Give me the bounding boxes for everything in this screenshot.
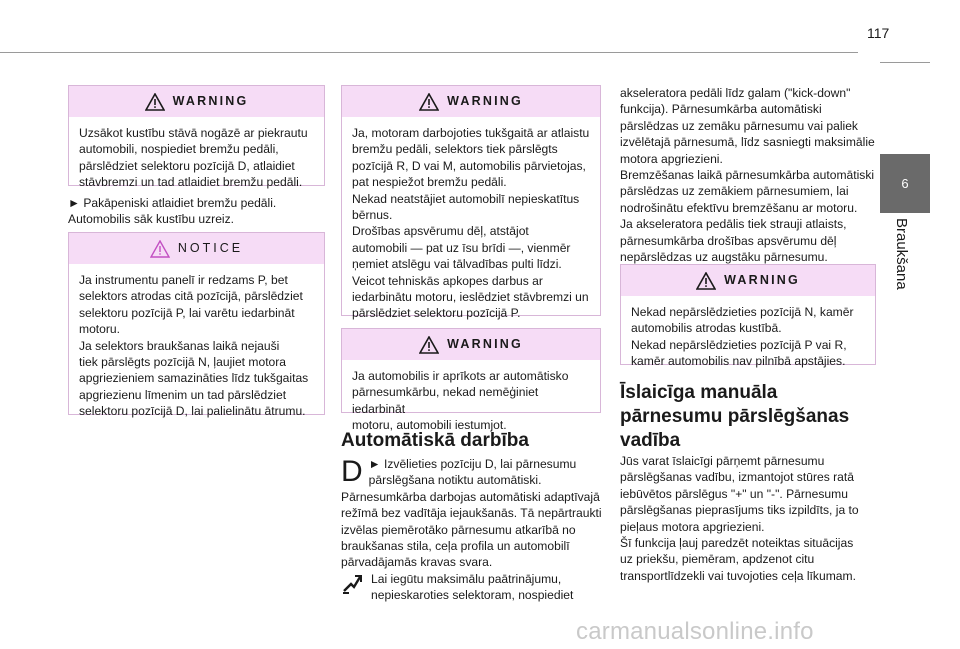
paragraph-line: pārslēgšana notiktu automātiski. [368,473,542,488]
paragraph-line: pārnesumkārba drošības apsvērumu dēļ [620,233,837,248]
warning-line: ņemiet atslēgu vai tālvadības pulti līdzi. [352,257,562,272]
paragraph-line: režīmā bez vadītāja iejaukšanās. Tā nepārtraukti [341,506,602,521]
paragraph-line: pārslēdzas uz zemākiem pārnesumiem, lai [620,184,849,199]
notice-line: apgriezienu līmenim un tad pārslēdziet [79,387,287,402]
warning-line: Ja automobilis ir aprīkots ar automātisko [352,369,569,383]
paragraph-line: pārslēgšanas pieprasījums tiks izpildīts, ja to [620,503,859,518]
warning-line: Nekad nepārslēdzieties pozīcijā P vai R, [631,337,847,352]
notice-triangle-icon [150,240,170,258]
warning-title: WARNING [172,94,249,109]
section-title-line: pārnesumu pārslēgšanas [620,406,850,427]
notice-box [68,232,325,419]
warning-body [342,117,600,331]
warning-header [621,265,875,296]
watermark[interactable]: carmanualsonline.info [576,618,814,645]
warning-line: Uzsākot kustību stāvā nogāzē ar piekrautu [79,126,308,140]
paragraph-manual [620,453,880,584]
paragraph-line: ► Pakāpeniski atlaidiet bremžu pedāli. [68,196,277,210]
section-title-line: vadība [620,430,681,451]
paragraph-line: Lai iegūtu maksimālu paātrinājumu, [371,571,562,586]
warning-box-1 [68,85,325,190]
paragraph-line: motora apgriezieni. [620,151,723,166]
warning-line: bērnus. [352,208,393,223]
paragraph-line: ► Izvēlieties pozīciju D, lai pārnesumu [368,457,577,471]
page-number: 117 [867,25,890,41]
section-title-automatic: Automātiskā darbība [341,430,529,451]
warning-line: kamēr automobilis nav pilnībā apstājies. [631,354,846,369]
warning-title: WARNING [724,273,800,288]
warning-box-2 [341,85,601,321]
paragraph-line: izvēlētajā pārnesumā, līdz sasniegti maksimālie [620,135,875,150]
warning-title: WARNING [447,94,523,109]
warning-line: Veicot tehniskās apkopes darbus ar [352,273,543,288]
warning-triangle-icon [145,93,165,111]
paragraph-line: uz priekšu, piemēram, apdzenot citu [620,552,815,567]
paragraph-kickdown [620,85,880,265]
warning-box-3 [341,328,601,433]
paragraph-line: Pārnesumkārba darbojas automātiski adaptīvajā [341,489,600,504]
warning-line: Ja, motoram darbojoties tukšgaitā ar atlaistu [352,126,590,140]
paragraph-line: transportlīdzekli vai tuvojoties ceļa līkumam. [620,568,856,583]
paragraph-line: nepieskaroties selektoram, nospiediet [371,588,574,603]
paragraph-line: Ja akseleratora pedālis tiek strauji atlaists, [620,217,847,232]
paragraph-line: pārslēdzas uz zemāku pārnesumu vai paliek [620,118,858,133]
paragraph-line: pārslēgšanas vadību, izmantojot stūres ratā [620,470,854,485]
warning-triangle-icon [419,336,439,354]
warning-line [79,141,314,157]
warning-body [621,296,875,379]
notice-line: selektoru pozīcijā D, lai palielinātu ātrumu. [79,404,306,419]
notice-line: selektoru pozīcijā P, lai varētu iedarbināt [79,305,295,320]
warning-line: automobili — pat uz īsu brīdi —, vienmēr [352,240,571,255]
warning-line: iedarbinātu motoru, ieslēdziet stāvbremzi un [352,290,589,305]
paragraph-line: pieļaus motora apgriezieni. [620,519,765,534]
warning-header [69,86,324,117]
warning-header [342,329,600,360]
paragraph-line: braukšanas stila, ceļa profila un automobilī [341,539,570,554]
paragraph-line: izvēlas piemērotāko pārnesumu atkarībā no [341,522,576,537]
notice-line: apgriezieniem samazināties līdz tukšgaitas [79,371,309,386]
warning-line: pārslēdziet selektoru pozīcijā D, atlaidiet [79,158,295,173]
warning-line: Nekad neatstājiet automobilī nepieskatītus [352,191,580,206]
warning-triangle-icon [419,93,439,111]
warning-title: WARNING [447,337,523,352]
notice-line: Ja instrumentu panelī ir redzams P, bet [79,273,288,287]
paragraph-line: Jūs varat īslaicīgi pārņemt pārnesumu [620,454,825,468]
warning-line: stāvbremzi un tad atlaidiet bremžu pedāli. [79,175,303,190]
warning-line: automobilis atrodas kustībā. [631,321,782,336]
warning-header [342,86,600,117]
paragraph-line: Automobilis sāk kustību uzreiz. [68,212,235,227]
paragraph-line: funkcija). Pārnesumkārba automātiski [620,102,822,117]
notice-line: tiek pārslēgts pozīcijā N, ļaujiet motora [79,355,287,370]
warning-line-text: automobili, nospiediet bremžu pedāli, [79,142,279,157]
section-title-manual [620,381,849,453]
automatic-mode-text [341,456,605,604]
warning-triangle-icon [696,272,716,290]
warning-line: pārslēdziet selektoru pozīcijā P. [352,306,521,321]
warning-line: Nekad nepārslēdzieties pozīcijā N, kamēr [631,305,854,319]
warning-box-4 [620,264,876,369]
notice-line: Ja selektors braukšanas laikā nejauši [79,338,280,353]
notice-line: motoru. [79,322,120,337]
warning-body [69,117,324,200]
paragraph-line: akseleratora pedāli līdz galam ("kick-down" [620,86,851,100]
warning-line: pozīcijā R, D vai M, automobilis pārvietojas, [352,158,586,173]
paragraph-line: Bremzēšanas laikā pārnesumkārba automātiski [620,168,875,183]
kick-down-pedal-icon [341,573,363,595]
section-title-line: Īslaicīga manuāla [620,382,778,403]
warning-line: pat nespiežot bremžu pedāli. [352,175,507,190]
paragraph-line: iebūvētos pārslēgus "+" un "-". Pārnesumu [620,486,848,501]
paragraph-line: nepārslēdzas uz augstāku pārnesumu. [620,250,828,265]
notice-line: selektors atrodas citā pozīcijā, pārslēdziet [79,289,303,304]
side-rule [880,62,930,63]
warning-line: motoru, automobili iestumjot. [352,418,507,433]
mode-d-symbol: D [341,455,363,488]
paragraph-line: pārvadājamās kravas svara. [341,555,493,570]
chapter-title: Braukšana [893,218,910,290]
warning-line: Drošības apsvērumu dēļ, atstājot [352,224,529,239]
warning-line: bremžu pedāli, selektors tiek pārslēgts [352,142,558,157]
chapter-number-tab[interactable]: 6 [880,154,930,213]
warning-line: pārnesumkārbu, nekad nemēģiniet iedarbināt [352,385,539,416]
notice-title: NOTICE [177,241,244,256]
notice-header [69,233,324,264]
top-rule [0,52,858,53]
paragraph-line: Šī funkcija ļauj paredzēt noteiktas situācijas [620,536,854,551]
notice-body [69,264,324,429]
paragraph-release-brake [68,195,328,228]
paragraph-line: nodrošinātu efektīvu bremzēšanu ar motoru. [620,200,858,215]
